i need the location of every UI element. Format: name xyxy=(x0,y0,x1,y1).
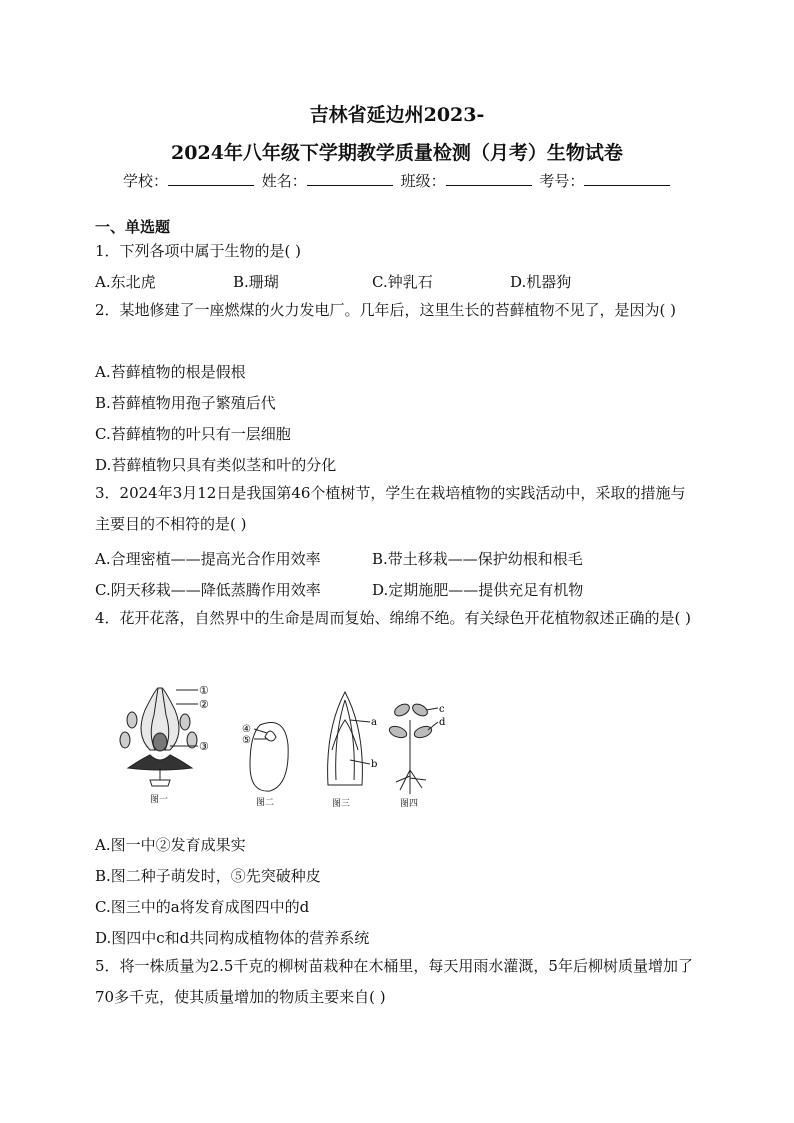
figure-4-seedling xyxy=(388,700,448,808)
exam-title-line1: 吉林省延边州2023- xyxy=(309,104,485,126)
q3-option-b: B.带土移栽——保护幼根和根毛 xyxy=(372,550,583,568)
q2-option-b: B.苔藓植物用孢子繁殖后代 xyxy=(95,394,276,412)
q5-stem: 5．将一株质量为2.5千克的柳树苗栽种在木桶里，每天用雨水灌溉，5年后柳树质量增加了70多千克，使其质量增加的物质主要来自( ) xyxy=(95,957,693,1006)
q1-option-c: C.钟乳石 xyxy=(372,273,433,291)
figure-3-bud xyxy=(320,690,382,808)
q4-stem: 4．花开花落，自然界中的生命是周而复始、绵绵不绝。有关绿色开花植物叙述正确的是( ) xyxy=(95,609,692,627)
school-blank[interactable] xyxy=(168,171,254,186)
q2-option-a: A.苔藓植物的根是假根 xyxy=(95,363,246,381)
school-label: 学校： xyxy=(123,172,169,190)
fig1-mark-3: ③ xyxy=(199,740,209,753)
exam-number-blank[interactable] xyxy=(584,171,670,186)
fig1-mark-1: ① xyxy=(199,684,209,697)
q4-option-b: B.图二种子萌发时，⑤先突破种皮 xyxy=(95,867,321,885)
figure-1-flower xyxy=(110,680,218,808)
fig4-mark-d: d xyxy=(439,717,446,728)
fig2-mark-5: ⑤ xyxy=(242,735,251,746)
fig1-mark-2: ② xyxy=(199,698,209,711)
fig3-caption: 图三 xyxy=(332,799,351,809)
fig4-caption: 图四 xyxy=(400,799,419,809)
name-label: 姓名： xyxy=(261,172,307,190)
q2-stem: 2．某地修建了一座燃煤的火力发电厂。几年后，这里生长的苔藓植物不见了，是因为( ) xyxy=(95,301,677,319)
fig1-caption: 图一 xyxy=(150,795,169,805)
q3-stem: 3．2024年3月12日是我国第46个植树节，学生在栽培植物的实践活动中，采取的措施与主要目的不相符的是( ) xyxy=(95,484,686,533)
q1-option-b: B.珊瑚 xyxy=(233,273,279,291)
q1-option-a: A.东北虎 xyxy=(95,273,156,291)
q1-option-d: D.机器狗 xyxy=(510,273,572,291)
exam-title-line2: 2024年八年级下学期教学质量检测（月考）生物试卷 xyxy=(171,142,623,164)
exam-number-label: 考号： xyxy=(539,172,585,190)
name-blank[interactable] xyxy=(307,171,393,186)
fig3-mark-b: b xyxy=(371,759,378,770)
q3-option-c: C.阴天移栽——降低蒸腾作用效率 xyxy=(95,581,321,599)
fig2-mark-4: ④ xyxy=(242,724,251,735)
q3-option-d: D.定期施肥——提供充足有机物 xyxy=(372,581,584,599)
q4-option-d: D.图四中c和d共同构成植物体的营养系统 xyxy=(95,929,370,947)
fig4-mark-c: c xyxy=(439,704,445,715)
q3-option-a: A.合理密植——提高光合作用效率 xyxy=(95,550,321,568)
figure-2-seed xyxy=(240,715,300,808)
q4-option-a: A.图一中②发育成果实 xyxy=(95,836,246,854)
student-info-row xyxy=(123,170,673,191)
fig3-mark-a: a xyxy=(371,717,377,728)
class-label: 班级： xyxy=(400,172,446,190)
section-title: 一、单选题 xyxy=(95,218,171,236)
q2-option-d: D.苔藓植物只具有类似茎和叶的分化 xyxy=(95,456,337,474)
q1-stem: 1．下列各项中属于生物的是( ) xyxy=(95,242,302,260)
fig2-caption: 图二 xyxy=(256,798,275,808)
q4-option-c: C.图三中的a将发育成图四中的d xyxy=(95,898,310,916)
class-blank[interactable] xyxy=(446,171,532,186)
q2-option-c: C.苔藓植物的叶只有一层细胞 xyxy=(95,425,291,443)
